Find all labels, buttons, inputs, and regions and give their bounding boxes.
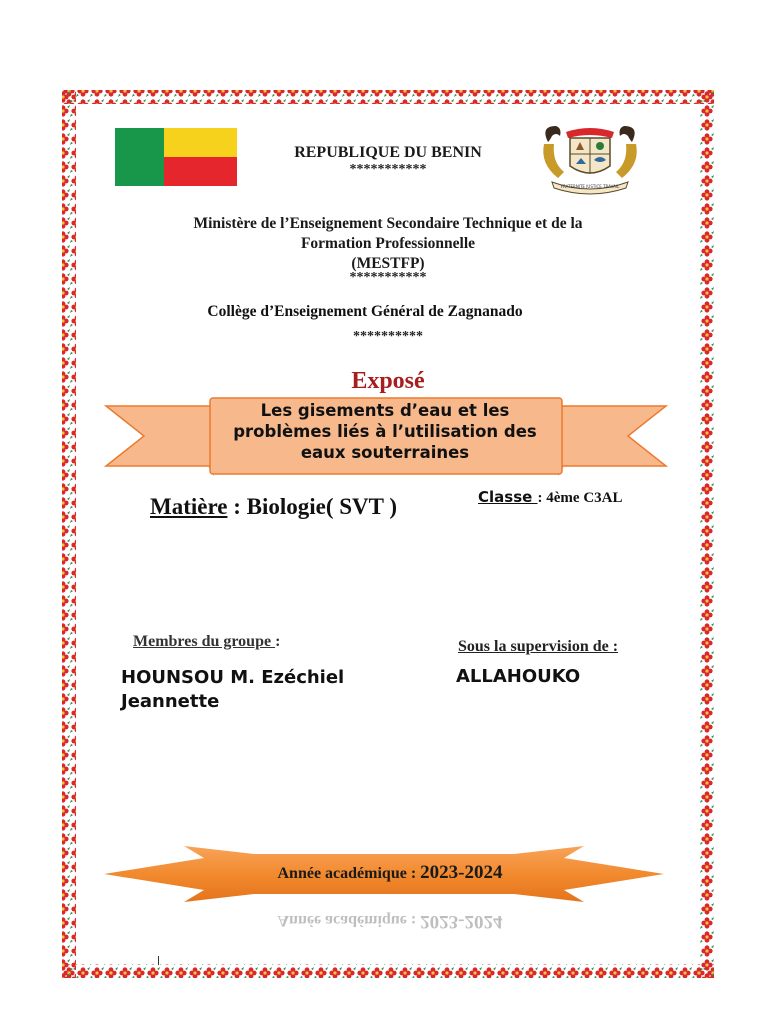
group-members-heading [133, 633, 280, 651]
group-members-label: Membres du groupe [133, 633, 276, 650]
academic-year-reflection [200, 910, 580, 932]
member-name-line: Jeannette [121, 691, 220, 712]
group-member-names [121, 666, 441, 714]
svg-text:FRATERNITE JUSTICE TRAVAIL: FRATERNITE JUSTICE TRAVAIL [560, 184, 620, 189]
member-name-line: HOUNSOU M. Ezéchiel [121, 667, 345, 688]
class-line [478, 488, 623, 507]
expose-title: Exposé [351, 368, 425, 394]
expose-subject-title [210, 400, 560, 463]
coat-of-arms-emblem [538, 124, 642, 196]
small-mark [158, 956, 159, 965]
academic-year-value: 2023-2024 [420, 862, 503, 883]
separator-stars: *********** [349, 162, 427, 177]
ministry-line: Ministère de l’Enseignement Secondaire Technique et de la [193, 215, 583, 232]
subject-line [150, 494, 397, 520]
group-members-colon: : [275, 633, 281, 650]
academic-year-label-reflection: Année académique : [277, 912, 421, 929]
supervision-heading: Sous la supervision de : [458, 638, 619, 655]
academic-year-value-reflection: 2023-2024 [420, 911, 503, 932]
class-label: Classe [478, 488, 538, 506]
subject-value: : Biologie( SVT ) [227, 494, 397, 519]
ministry-line: Formation Professionnelle [300, 235, 476, 252]
ribbon-line: problèmes liés à l’utilisation des [233, 422, 537, 441]
ministry-heading [120, 214, 656, 274]
republic-heading: REPUBLIQUE DU BENIN [294, 144, 482, 161]
subject-label: Matière [150, 494, 228, 519]
ribbon-line: Les gisements d’eau et les [260, 401, 510, 420]
separator-stars: *********** [349, 270, 427, 285]
college-name: Collège d’Enseignement Général de Zagnanado [207, 303, 523, 320]
academic-year [200, 862, 580, 884]
ribbon-line: eaux souterraines [300, 443, 470, 462]
supervisor-name: ALLAHOUKO [456, 666, 581, 687]
separator-stars: ********** [353, 329, 423, 344]
class-value: : 4ème C3AL [537, 490, 623, 506]
ministry-acronym: (MESTFP) [351, 255, 425, 272]
academic-year-label: Année académique : [277, 865, 421, 882]
benin-flag [115, 128, 237, 186]
